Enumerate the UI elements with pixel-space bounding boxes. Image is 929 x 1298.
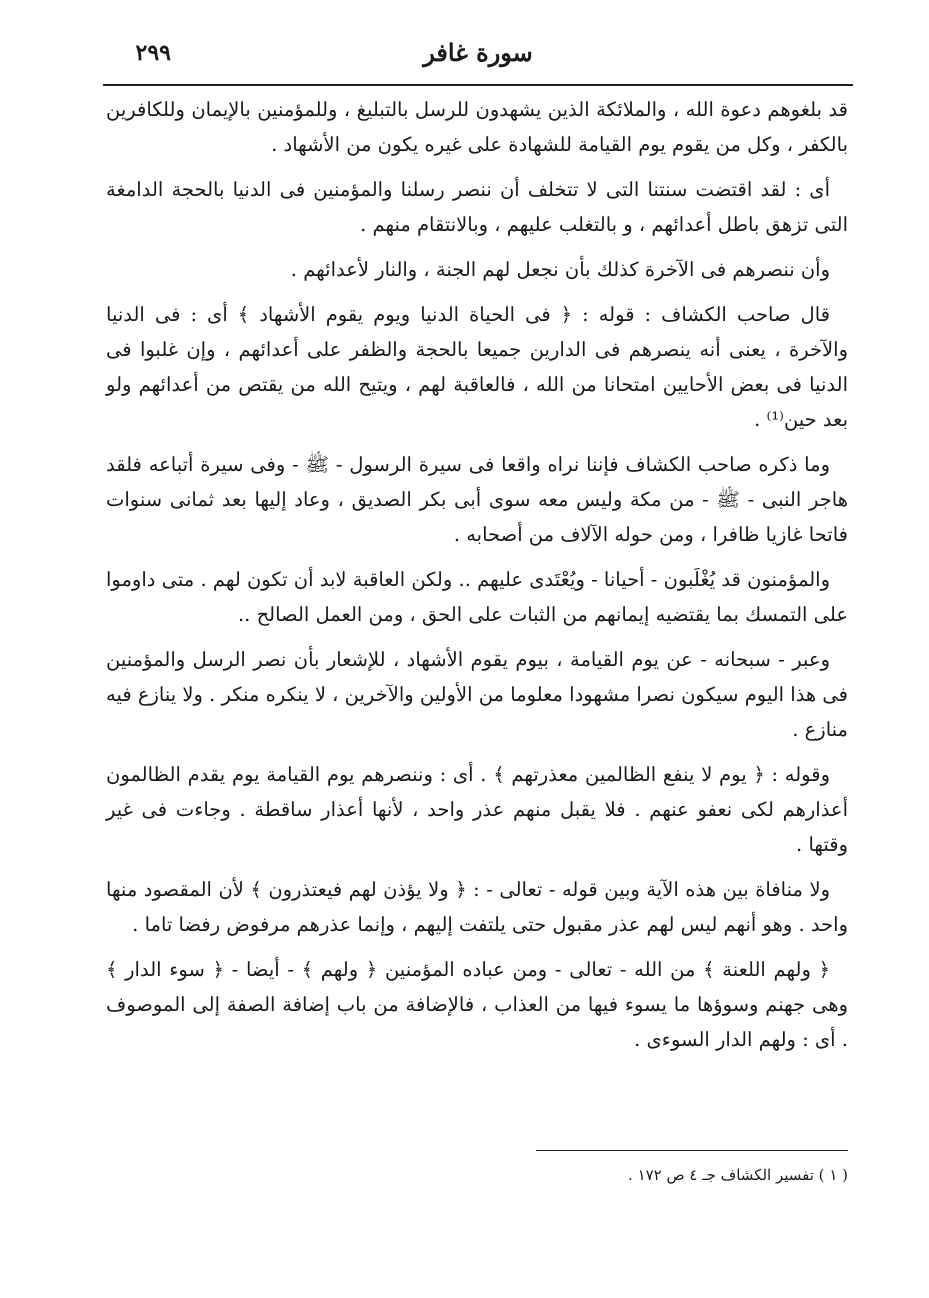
paragraph: قال صاحب الكشاف : قوله : ﴿ فى الحياة الدنيا ويوم يقوم الأشهاد ﴾ أى : فى الدنيا والآخرة ، يعنى أنه ينصرهم فى الدارين جميعا بالحجة والظفر على أعدائهم ، وإن غلبوا فى الدنيا فى بعض الأحايين امتحانا من الله ، فالعاقبة لهم ، ويتيح الله من يقتص من أعدائهم ولو بعد حين⁽¹⁾ . [106, 303, 848, 431]
paragraph: ولا منافاة بين هذه الآية وبين قوله - تعالى - : ﴿ ولا يؤذن لهم فيعتذرون ﴾ لأن المقصود منها واحد . وهو أنهم ليس لهم عذر مقبول حتى يلتفت إليهم ، وإنما عذرهم مرفوض رفضا تاما . [106, 878, 848, 936]
main-text [106, 92, 848, 1067]
paragraph: أى : لقد اقتضت سنتنا التى لا تتخلف أن ننصر رسلنا والمؤمنين فى الدنيا بالحجة الدامغة التى تزهق باطل أعدائهم ، و بالتغلب عليهم ، وبالانتقام منهم . [106, 178, 848, 236]
paragraph: وأن ننصرهم فى الآخرة كذلك بأن نجعل لهم الجنة ، والنار لأعدائهم . [290, 258, 830, 281]
page-header [103, 34, 853, 84]
running-title: سورة غافر [423, 38, 533, 67]
paragraph: وعبر - سبحانه - عن يوم القيامة ، بيوم يقوم الأشهاد ، للإشعار بأن نصر الرسل والمؤمنين فى هذا اليوم سيكون نصرا مشهودا معلوما من الأولين والآخرين ، لا ينكره منكر . ولا ينازع فيه منازع . [106, 648, 848, 741]
paragraph: والمؤمنون قد يُغْلَبون - أحيانا - ويُعْتَدى عليهم .. ولكن العاقبة لابد أن تكون لهم . متى داوموا على التمسك بما يقتضيه إيمانهم من الثبات على الحق ، ومن العمل الصالح .. [106, 568, 848, 626]
page-number: ٢٩٩ [135, 40, 171, 66]
footnote: ( ١ ) تفسير الكشاف جـ ٤ ص ١٧٢ . [628, 1166, 848, 1184]
paragraph: وما ذكره صاحب الكشاف فإننا نراه واقعا فى سيرة الرسول - ﷺ - وفى سيرة أتباعه فلقد هاجر النبى - ﷺ - من مكة وليس معه سوى أبى بكر الصديق ، وعاد إليها بعد ثمانى سنوات فاتحا غازيا ظافرا ، ومن حوله الآلاف من أصحابه . [106, 453, 848, 546]
header-divider [103, 84, 853, 86]
paragraph: قد بلغوهم دعوة الله ، والملائكة الذين يشهدون للرسل بالتبليغ ، وللمؤمنين بالإيمان وللكافرين بالكفر ، وكل من يقوم يوم القيامة للشهادة على غيره يكون من الأشهاد . [106, 98, 848, 156]
paragraph: ﴿ ولهم اللعنة ﴾ من الله - تعالى - ومن عباده المؤمنين ﴿ ولهم ﴾ - أيضا - ﴿ سوء الدار ﴾ وهى جهنم وسوؤها ما يسوء فيها من العذاب ، فالإضافة من باب إضافة الصفة إلى الموصوف . أى : ولهم الدار السوءى . [106, 958, 848, 1051]
paragraph: وقوله : ﴿ يوم لا ينفع الظالمين معذرتهم ﴾ . أى : وننصرهم يوم القيامة يوم يقدم الظالمون أعذارهم لكى نعفو عنهم . فلا يقبل منهم عذر واحد ، لأنها أعذار ساقطة . وجاءت فى غير وقتها . [106, 763, 848, 856]
footnote-divider [536, 1150, 848, 1151]
